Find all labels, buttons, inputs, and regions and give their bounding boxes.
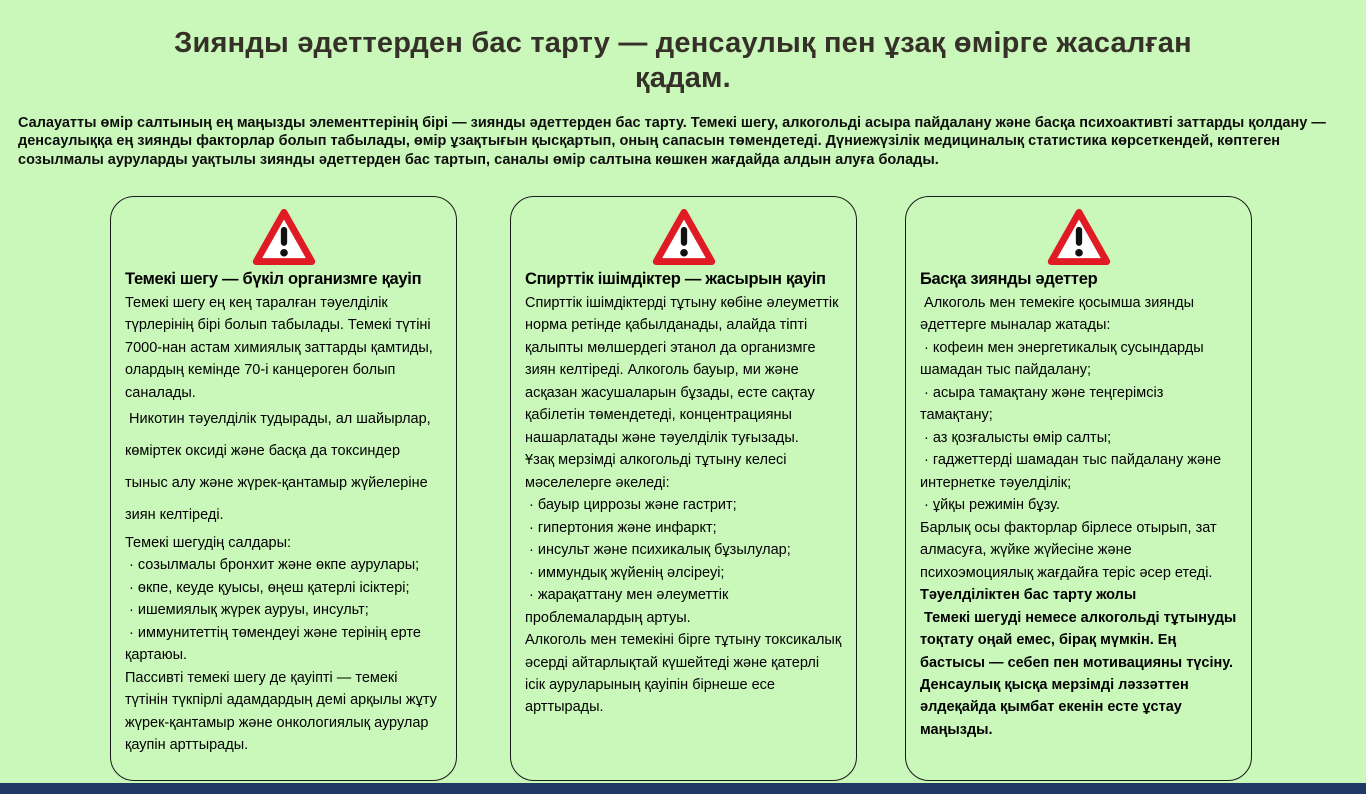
card-paragraph: Никотин тәуелділік тудырады, ал шайырлар, көміртек оксиді және басқа да токсиндер тыныс алу және жүрек-қантамыр жүйелеріне зиян келтіреді. bbox=[125, 411, 435, 524]
card-bullet: · ишемиялық жүрек ауруы, инсульт; bbox=[125, 602, 369, 619]
card-paragraph: Алкоголь мен темекіні бірге тұтыну токсикалық әсерді айтарлықтай күшейтеді және қатерлі ісік ауруларының қауіпін бірнеше есе арттырады. bbox=[525, 632, 846, 716]
footer-bar bbox=[0, 783, 1366, 794]
page-title: Зиянды әдеттерден бас тарту — денсаулық пен ұзақ өмірге жасалған қадам. bbox=[174, 27, 1192, 95]
card-bullet: · иммундық жүйенің әлсіреуі; bbox=[525, 564, 725, 581]
card-other-habits bbox=[905, 196, 1252, 781]
intro-paragraph: Салауатты өмір салтының ең маңызды элементтерінің бірі — зиянды әдеттерден бас тарту. Темекі шегу, алкогольді асыра пайдалану және басқа психоактивті заттарды қолдану — денсаулыққа ең зиянды факторлар болып табылады, өмір ұзақтығын қысқартып, оның сапасын төмендетеді. Дүниежүзілік медициналық статистика көрсеткендей, көптеген созылмалы ауруларды уақтылы зиянды әдеттерден бас тартып, саналы өмір салтына көшкен жағдайда алдын алуға болады. bbox=[18, 114, 1330, 168]
card-bullet: · гаджеттерді шамадан тыс пайдалану және интернетке тәуелділік; bbox=[920, 452, 1226, 491]
card-bullet: · ұйқы режимін бұзу. bbox=[920, 497, 1060, 514]
card-alcohol bbox=[510, 196, 857, 781]
card-bold-paragraph: Темекі шегуді немесе алкогольді тұтынуды тоқтату оңай емес, бірақ мүмкін. Ең бастысы — себеп пен мотивацияны түсіну. Денсаулық қысқа мерзімді ләззәттен әлдеқайда қымбат екенін есте ұстау маңызды. bbox=[920, 609, 1241, 738]
card-bullet: · өкпе, кеуде қуысы, өңеш қатерлі ісіктері; bbox=[125, 579, 410, 596]
card-paragraph: Алкоголь мен темекіге қосымша зиянды әдеттерге мыналар жатады: bbox=[920, 295, 1199, 334]
card-bullet: · иммунитеттің төмендеуі және терінің ерте қартаюы. bbox=[125, 624, 425, 664]
card-paragraph: Темекі шегу ең кең таралған тәуелділік түрлерінің бірі болып табылады. Темекі түтіні 7000-нан астам химиялық заттарды қамтиды, олардың кемінде 70-і канцероген болып саналады. bbox=[125, 295, 437, 401]
card-paragraph: Спирттік ішімдіктерді тұтыну көбіне әлеуметтік норма ретінде қабылданады, алайда тіпті қалыпты мөлшердегі этанол да организмге зиян келтіреді. Алкоголь бауыр, ми және асқазан жасушаларын бұзады, есте сақтау қабілетін төмендетеді, концентрацияны нашарлатады және тәуелділік туғызады. bbox=[525, 295, 843, 446]
card-bullet: · бауыр циррозы және гастрит; bbox=[525, 497, 737, 514]
card-bullet: · инсульт және психикалық бұзылулар; bbox=[525, 542, 791, 559]
card-bullet: · асыра тамақтану және теңгерімсіз тамақтану; bbox=[920, 384, 1168, 424]
card-bullet: · кофеин мен энергетикалық сусындарды шамадан тыс пайдалану; bbox=[920, 339, 1208, 379]
card-bold-heading: Тәуелділіктен бас тарту жолы bbox=[920, 587, 1137, 604]
card-heading: Спирттік ішімдіктер — жасырын қауіп bbox=[525, 270, 826, 288]
card-paragraph: Барлық осы факторлар бірлесе отырып, зат алмасуға, жүйке жүйесіне және психоэмоциялық жағдайға теріс әсер етеді. bbox=[920, 519, 1221, 581]
card-bullet: · аз қозғалысты өмір салты; bbox=[920, 429, 1112, 446]
card-paragraph: Пассивті темекі шегу де қауіпті — темекі түтінін түкпірлі адамдардың демі арқылы жұту жүрек-қантамыр және онкологиялық аурулар қаупін арттырады. bbox=[125, 669, 441, 754]
card-list-intro: Ұзақ мерзімді алкогольді тұтыну келесі мәселелерге әкеледі: bbox=[525, 452, 791, 491]
card-smoking bbox=[110, 196, 457, 781]
warning-triangle-icon bbox=[252, 208, 316, 266]
warning-triangle-icon bbox=[652, 208, 716, 266]
card-bullet: · гипертония және инфаркт; bbox=[525, 519, 717, 536]
card-bullet: · жарақаттану мен әлеуметтік проблемалардың артуы. bbox=[525, 587, 733, 626]
card-heading: Басқа зиянды әдеттер bbox=[920, 270, 1098, 288]
warning-triangle-icon bbox=[1047, 208, 1111, 266]
card-bullet: · созылмалы бронхит және өкпе аурулары; bbox=[125, 557, 420, 574]
card-list-intro: Темекі шегудің салдары: bbox=[125, 534, 292, 551]
card-heading: Темекі шегу — бүкіл организмге қауіп bbox=[125, 270, 422, 288]
